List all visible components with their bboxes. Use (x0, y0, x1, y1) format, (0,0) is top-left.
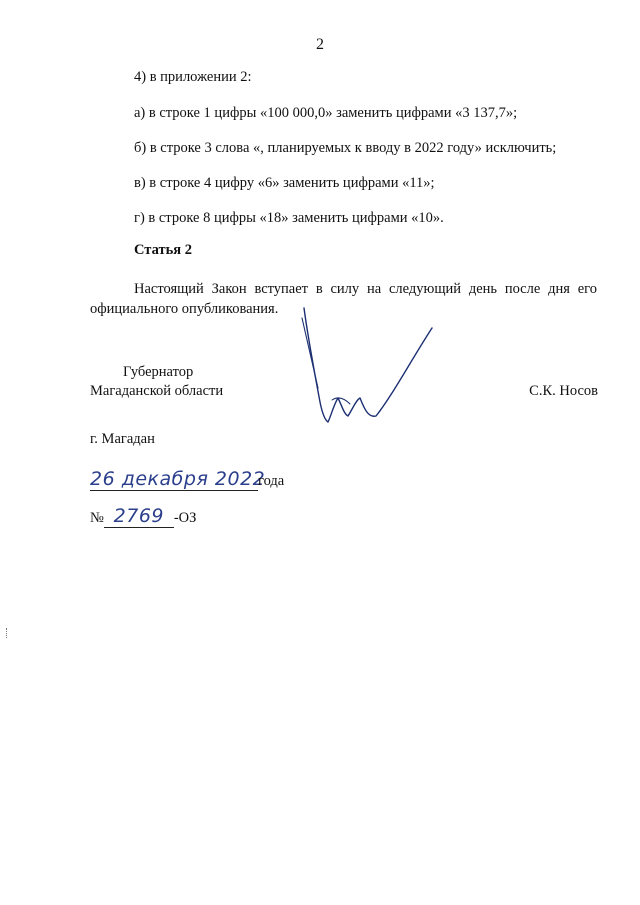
handwritten-date: 26 декабря 2022 (90, 468, 266, 490)
law-number-suffix: -ОЗ (173, 510, 197, 526)
place-of-signing: г. Магадан (90, 431, 155, 447)
law-number-prefix: № (90, 510, 104, 526)
signatory-title: Губернатор (123, 364, 194, 380)
article-title: Статья 2 (134, 242, 192, 258)
date-suffix: года (258, 473, 285, 489)
amendment-item-b: б) в строке 3 слова «, планируемых к вводу в 2022 году» исключить; (134, 140, 557, 156)
article-text: Настоящий Закон вступает в силу на следующий день после дня его официального опубликования. (90, 281, 597, 317)
signing-date (90, 468, 284, 490)
page-number: 2 (316, 36, 324, 53)
margin-mark (6, 628, 9, 638)
signatory-name: С.К. Носов (529, 383, 598, 399)
amendment-item-v: в) в строке 4 цифру «6» заменить цифрами «11»; (134, 175, 435, 191)
amendment-item-4: 4) в приложении 2: (134, 69, 252, 85)
amendment-item-a: а) в строке 1 цифры «100 000,0» заменить цифрами «3 137,7»; (134, 105, 518, 121)
amendment-item-g: г) в строке 8 цифры «18» заменить цифрами «10». (134, 210, 444, 226)
handwritten-signature (292, 304, 442, 429)
law-number (90, 505, 196, 528)
handwritten-law-number: 2769 (104, 505, 174, 528)
signatory-region: Магаданской области (90, 383, 224, 399)
